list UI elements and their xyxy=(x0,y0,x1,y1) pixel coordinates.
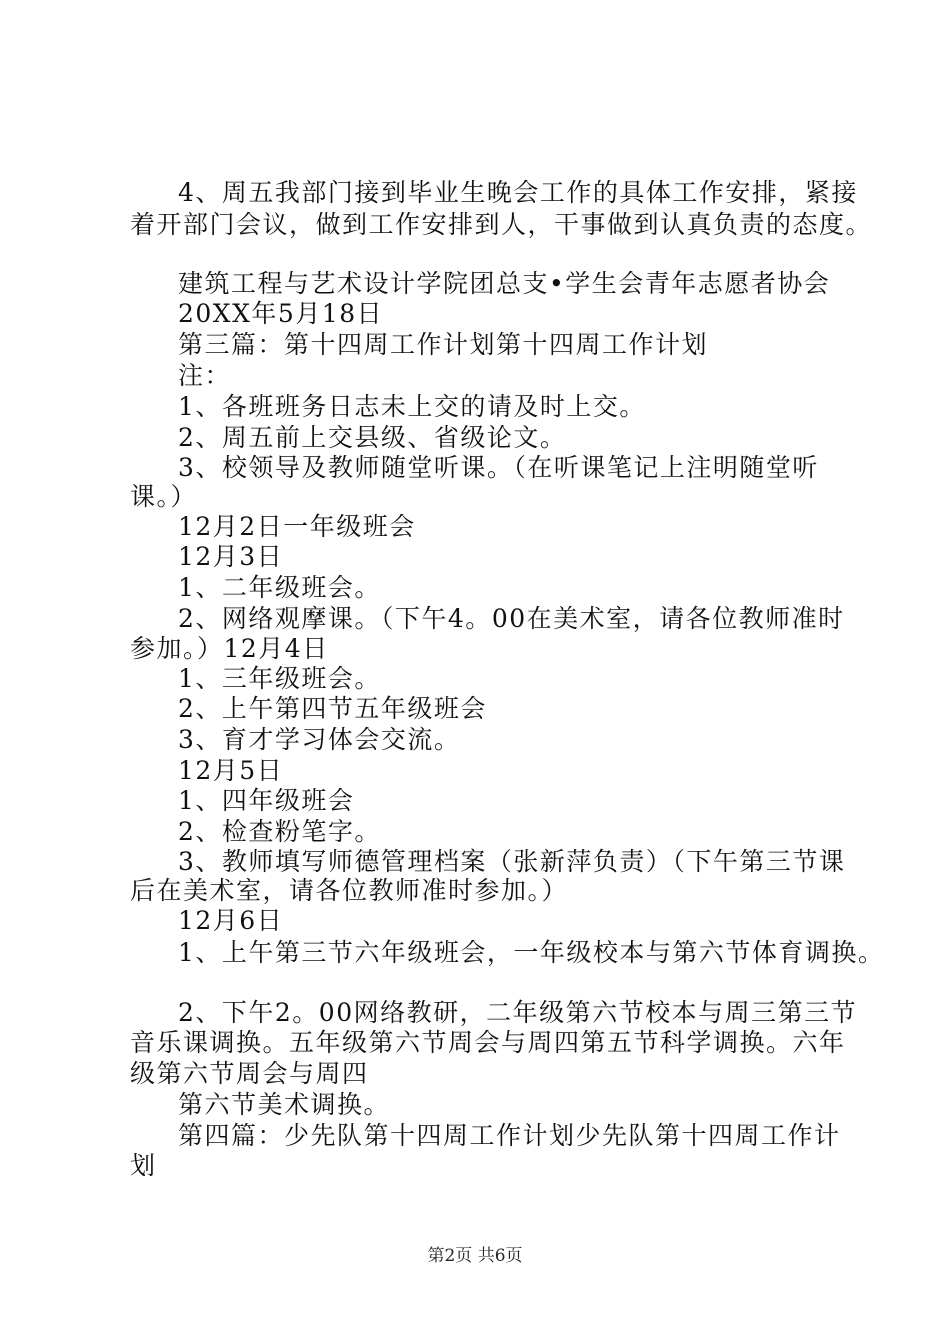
text-line: 音乐课调换。五年级第六节周会与周四第五节科学调换。六年 xyxy=(130,1028,846,1057)
section-heading: 第三篇：第十四周工作计划第十四周工作计划 xyxy=(178,330,709,359)
text-line: 12月2日一年级班会 xyxy=(178,512,416,541)
text-line: 2、检查粉笔字。 xyxy=(178,817,381,846)
text-line: 1、四年级班会 xyxy=(178,786,355,815)
text-line: 2、下午2。00网络教研，二年级第六节校本与周三第三节 xyxy=(178,998,858,1027)
text-line: 2、网络观摩课。（下午4。00在美术室，请各位教师准时 xyxy=(178,604,845,633)
text-line: 1、上午第三节六年级班会，一年级校本与第六节体育调换。 xyxy=(178,938,885,967)
text-line: 3、校领导及教师随堂听课。（在听课笔记上注明随堂听 xyxy=(178,453,819,482)
text-line: 划 xyxy=(130,1151,157,1180)
text-line: 1、三年级班会。 xyxy=(178,664,381,693)
text-line: 后在美术室，请各位教师准时参加。） xyxy=(130,876,569,905)
text-line: 第六节美术调换。 xyxy=(178,1090,391,1119)
text-line: 1、各班班务日志未上交的请及时上交。 xyxy=(178,392,646,421)
text-line: 2、上午第四节五年级班会 xyxy=(178,694,487,723)
text-line: 2、周五前上交县级、省级论文。 xyxy=(178,423,567,452)
text-line: 12月3日 xyxy=(178,542,284,571)
text-line: 3、教师填写师德管理档案（张新萍负责）（下午第三节课 xyxy=(178,847,846,876)
text-line: 注： xyxy=(178,361,232,390)
text-line: 12月6日 xyxy=(178,906,284,935)
page-footer: 第2页 共6页 xyxy=(427,1246,523,1266)
text-line: 12月5日 xyxy=(178,756,284,785)
text-line: 4、周五我部门接到毕业生晚会工作的具体工作安排，紧接 xyxy=(178,178,858,207)
section-heading: 第四篇：少先队第十四周工作计划少先队第十四周工作计 xyxy=(178,1121,841,1150)
text-line: 3、育才学习体会交流。 xyxy=(178,725,461,754)
text-line: 课。） xyxy=(130,482,198,511)
text-line: 参加。）12月4日 xyxy=(130,634,329,663)
text-line: 着开部门会议，做到工作安排到人，干事做到认真负责的态度。 xyxy=(130,210,873,239)
text-line: 级第六节周会与周四 xyxy=(130,1059,369,1088)
text-line: 20XX年5月18日 xyxy=(178,299,384,328)
text-line: 建筑工程与艺术设计学院团总支•学生会青年志愿者协会 xyxy=(178,269,831,298)
text-line: 1、二年级班会。 xyxy=(178,573,381,602)
